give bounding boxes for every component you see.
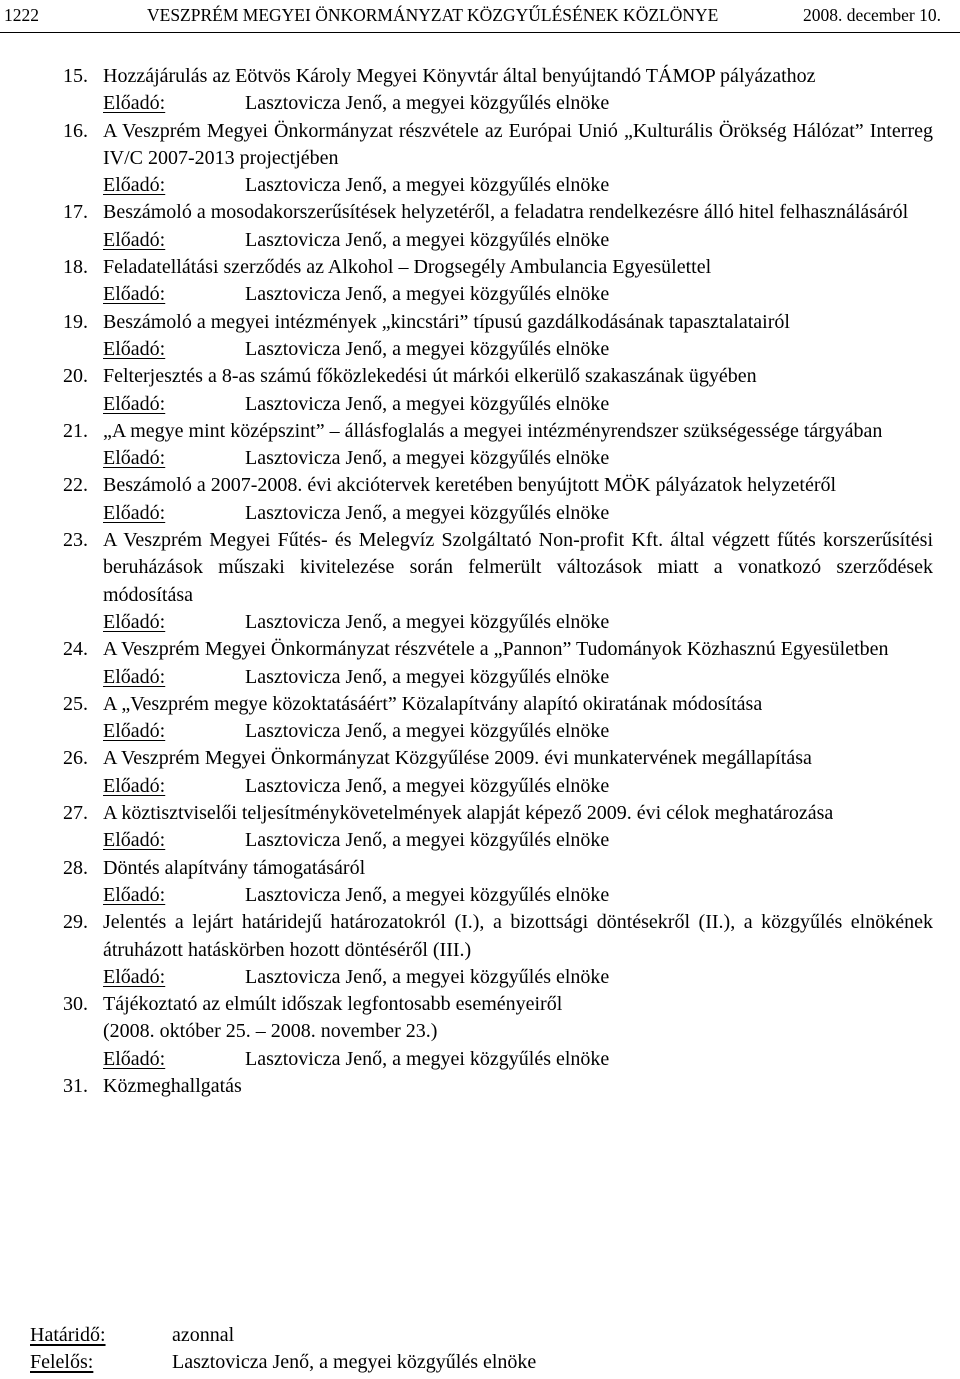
- presenter-name: Lasztovicza Jenő, a megyei közgyűlés elnöke: [245, 829, 610, 852]
- agenda-item: [63, 636, 933, 691]
- agenda-item-number: 25.: [63, 692, 88, 715]
- agenda-item-number: 17.: [63, 201, 88, 224]
- agenda-item-number: 30.: [63, 993, 88, 1016]
- agenda-item-number: 31.: [63, 1074, 88, 1097]
- presenter-label: Előadó:: [103, 392, 166, 415]
- agenda-item-title: A Veszprém Megyei Önkormányzat részvétele az Európai Unió „Kulturális Örökség Hálózat” Interreg IV/C 2007-2013 projectjében: [103, 119, 933, 169]
- responsible-row: [30, 1349, 536, 1376]
- presenter-label: Előadó:: [103, 283, 166, 306]
- presenter-name: Lasztovicza Jenő, a megyei közgyűlés elnöke: [245, 92, 610, 115]
- presenter-label: Előadó:: [103, 665, 166, 688]
- presenter-row: [103, 718, 933, 745]
- presenter-row: [103, 90, 933, 117]
- presenter-label: Előadó:: [103, 337, 166, 360]
- presenter-name: Lasztovicza Jenő, a megyei közgyűlés elnöke: [245, 720, 610, 743]
- presenter-label: Előadó:: [103, 829, 166, 852]
- presenter-label: Előadó:: [103, 1047, 166, 1070]
- agenda-item: [63, 991, 933, 1073]
- presenter-row: [103, 500, 933, 527]
- agenda-item: [63, 63, 933, 118]
- agenda-item-number: 29.: [63, 911, 88, 934]
- issue-date: 2008. december 10.: [803, 5, 942, 25]
- agenda-item-title: Hozzájárulás az Eötvös Károly Megyei Könyvtár által benyújtandó TÁMOP pályázathoz: [103, 65, 816, 87]
- presenter-row: [103, 964, 933, 991]
- agenda-list: [63, 63, 933, 1100]
- presenter-name: Lasztovicza Jenő, a megyei közgyűlés elnöke: [245, 501, 610, 524]
- agenda-item: [63, 1073, 933, 1100]
- deadline-label: Határidő:: [30, 1324, 106, 1346]
- agenda-item-title: Döntés alapítvány támogatásáról: [103, 856, 366, 879]
- presenter-label: Előadó:: [103, 228, 166, 251]
- presenter-row: [103, 336, 933, 363]
- agenda-item: [63, 118, 933, 200]
- agenda-item: [63, 855, 933, 910]
- presenter-name: Lasztovicza Jenő, a megyei közgyűlés elnöke: [245, 447, 610, 470]
- presenter-row: [103, 227, 933, 254]
- agenda-item-number: 19.: [63, 310, 88, 333]
- presenter-name: Lasztovicza Jenő, a megyei közgyűlés elnöke: [245, 610, 610, 633]
- agenda-item-number: 27.: [63, 802, 88, 825]
- presenter-label: Előadó:: [103, 447, 166, 470]
- presenter-row: [103, 281, 933, 308]
- agenda-item-title: „A megye mint középszint” – állásfoglalás a megyei intézményrendszer szükségessége tárgyában: [103, 419, 883, 442]
- presenter-label: Előadó:: [103, 92, 166, 115]
- agenda-item: [63, 254, 933, 309]
- responsible-label: Felelős:: [30, 1351, 94, 1374]
- agenda-item-title: A Veszprém Megyei Fűtés- és Melegvíz Szolgáltató Non-profit Kft. által végzett fűtés korszerűsítési beruházások műszaki kivitelezése során felmerült változások miatt a vonatkozó szerződések módosítása: [103, 529, 933, 606]
- presenter-name: Lasztovicza Jenő, a megyei közgyűlés elnöke: [245, 283, 610, 306]
- responsible-value: Lasztovicza Jenő, a megyei közgyűlés elnöke: [172, 1351, 537, 1374]
- agenda-item: [63, 909, 933, 991]
- agenda-item-number: 23.: [63, 529, 88, 552]
- agenda-item-number: 15.: [63, 65, 88, 87]
- agenda-item-number: 22.: [63, 474, 88, 497]
- presenter-row: [103, 882, 933, 909]
- agenda-item-number: 21.: [63, 419, 88, 442]
- agenda-item: [63, 800, 933, 855]
- presenter-row: [103, 609, 933, 636]
- presenter-name: Lasztovicza Jenő, a megyei közgyűlés elnöke: [245, 883, 610, 906]
- agenda-item: [63, 472, 933, 527]
- agenda-item-title: Feladatellátási szerződés az Alkohol – Drogsegély Ambulancia Egyesülettel: [103, 256, 712, 279]
- agenda-item-subtitle: (2008. október 25. – 2008. november 23.): [103, 1020, 438, 1043]
- agenda-item-title: A Veszprém Megyei Önkormányzat Közgyűlése 2009. évi munkatervének megállapítása: [103, 747, 812, 770]
- agenda-item: [63, 418, 933, 473]
- presenter-label: Előadó:: [103, 774, 166, 797]
- presenter-label: Előadó:: [103, 965, 166, 988]
- agenda-item-title: Beszámoló a megyei intézmények „kincstári” típusú gazdálkodásának tapasztalatairól: [103, 310, 790, 333]
- agenda-item: [63, 691, 933, 746]
- presenter-row: [103, 827, 933, 854]
- agenda-item: [63, 527, 933, 636]
- agenda-item-number: 16.: [63, 119, 88, 142]
- presenter-label: Előadó:: [103, 501, 166, 524]
- deadline-row: [30, 1322, 536, 1349]
- agenda-item: [63, 199, 933, 254]
- agenda-item-title: Közmeghallgatás: [103, 1074, 242, 1097]
- presenter-label: Előadó:: [103, 174, 166, 197]
- agenda-item-title: Beszámoló a 2007-2008. évi akciótervek keretében benyújtott MÖK pályázatok helyzetéről: [103, 474, 837, 497]
- presenter-row: [103, 391, 933, 418]
- presenter-row: [103, 664, 933, 691]
- presenter-name: Lasztovicza Jenő, a megyei közgyűlés elnöke: [245, 774, 610, 797]
- agenda-item: [63, 745, 933, 800]
- presenter-name: Lasztovicza Jenő, a megyei közgyűlés elnöke: [245, 965, 610, 988]
- presenter-name: Lasztovicza Jenő, a megyei közgyűlés elnöke: [245, 392, 610, 415]
- agenda-item-title: A „Veszprém megye közoktatásáért” Közalapítvány alapító okiratának módosítása: [103, 692, 763, 715]
- agenda-item-number: 28.: [63, 856, 88, 879]
- journal-title: VESZPRÉM MEGYEI ÖNKORMÁNYZAT KÖZGYŰLÉSÉNEK KÖZLÖNYE: [147, 5, 719, 25]
- agenda-item-title: A köztisztviselői teljesítménykövetelmények alapját képező 2009. évi célok meghatározása: [103, 802, 834, 825]
- agenda-item-title: Felterjesztés a 8-as számú főközlekedési út márkói elkerülő szakaszának ügyében: [103, 365, 757, 388]
- deadline-value: azonnal: [172, 1324, 235, 1346]
- presenter-label: Előadó:: [103, 610, 166, 633]
- presenter-name: Lasztovicza Jenő, a megyei közgyűlés elnöke: [245, 174, 610, 197]
- presenter-row: [103, 445, 933, 472]
- presenter-row: [103, 172, 933, 199]
- agenda-item-number: 20.: [63, 365, 88, 388]
- agenda-item-title: Jelentés a lejárt határidejű határozatokról (I.), a bizottsági döntésekről (II.), a közgyűlés elnökének átruházott hatáskörben hozott döntéséről (III.): [103, 911, 933, 961]
- agenda-item: [63, 363, 933, 418]
- agenda-item: [63, 309, 933, 364]
- agenda-item-number: 26.: [63, 747, 88, 770]
- agenda-item-number: 24.: [63, 638, 88, 661]
- presenter-name: Lasztovicza Jenő, a megyei közgyűlés elnöke: [245, 1047, 610, 1070]
- presenter-name: Lasztovicza Jenő, a megyei közgyűlés elnöke: [245, 665, 610, 688]
- presenter-name: Lasztovicza Jenő, a megyei közgyűlés elnöke: [245, 337, 610, 360]
- presenter-row: [103, 1046, 933, 1073]
- presenter-label: Előadó:: [103, 720, 166, 743]
- footer-block: [30, 1322, 536, 1377]
- agenda-item-title: A Veszprém Megyei Önkormányzat részvétele a „Pannon” Tudományok Közhasznú Egyesületben: [103, 638, 889, 661]
- page-number: 1222: [4, 5, 39, 25]
- agenda-item-title: Beszámoló a mosodakorszerűsítések helyzetéről, a feladatra rendelkezésre álló hitel felhasználásáról: [103, 201, 909, 224]
- presenter-label: Előadó:: [103, 883, 166, 906]
- presenter-row: [103, 773, 933, 800]
- page-header: [0, 2, 960, 32]
- agenda-item-title: Tájékoztató az elmúlt időszak legfontosabb eseményeiről: [103, 993, 563, 1016]
- header-divider: [0, 32, 960, 33]
- agenda-item-number: 18.: [63, 256, 88, 279]
- presenter-name: Lasztovicza Jenő, a megyei közgyűlés elnöke: [245, 228, 610, 251]
